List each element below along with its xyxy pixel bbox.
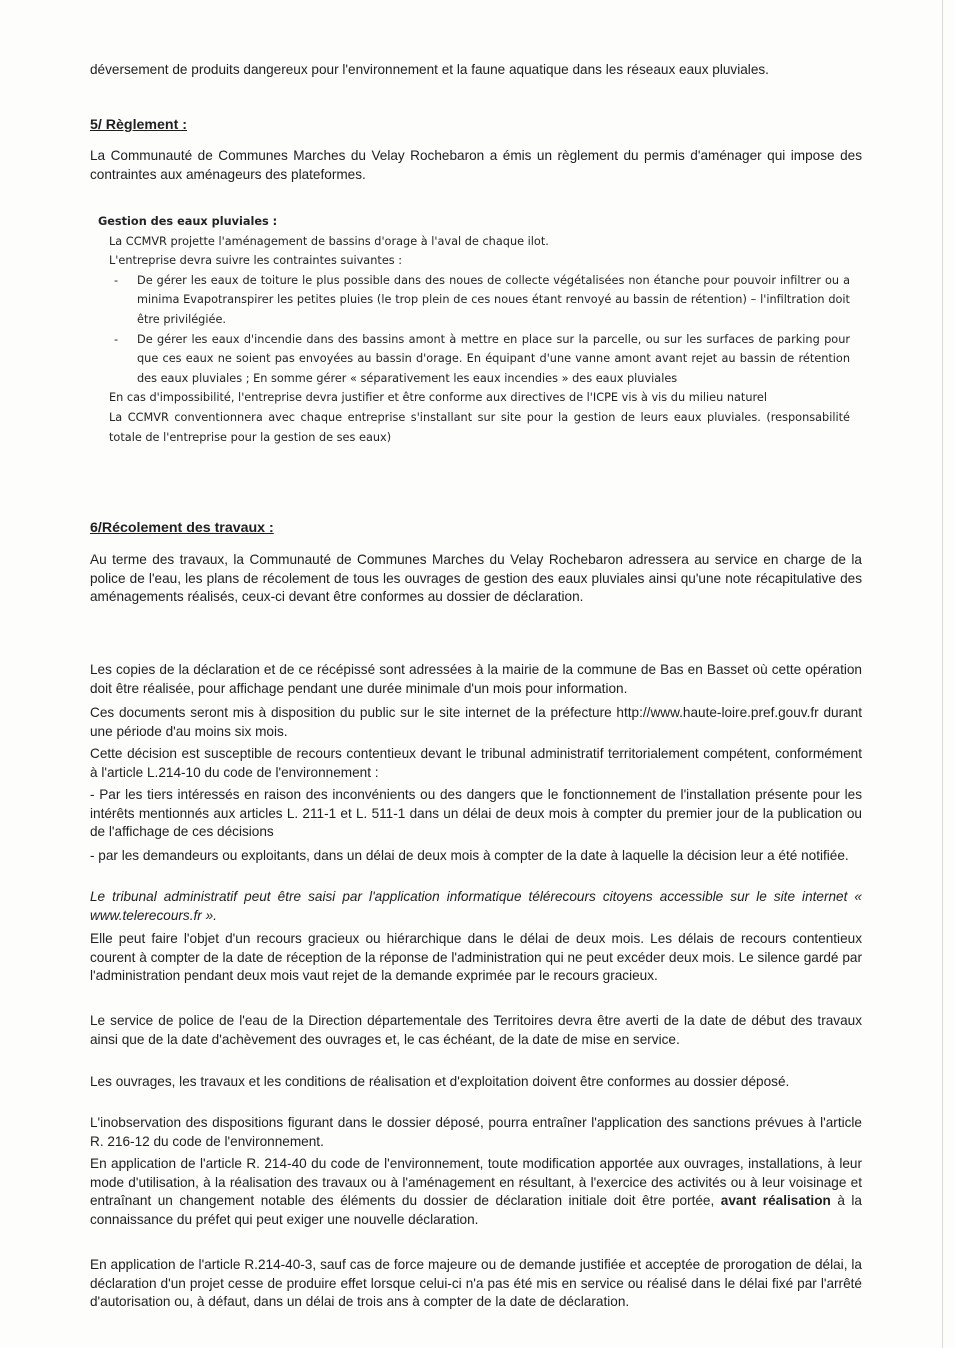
recours-gracieux-paragraph: Elle peut faire l'objet d'un recours gracieux ou hiérarchique dans le délai de deux mois. Les délais de recours contentieux courent à compter de la date de réception de la réponse de l'administration qui ne peut excéder deux mois. Le silence gardé par l'administration pendant deux mois vaut rejet de la demande exprimée par le recours gracieux.: [90, 931, 862, 984]
eaux-pluviales-block: [90, 212, 850, 447]
copies-paragraph: Les copies de la déclaration et de ce récépissé sont adressées à la mairie de la commune de Bas en Basset où cette opération doit être réalisée, pour affichage pendant une durée minimale d'un mois pour information.: [90, 662, 862, 696]
section5-paragraph: La Communauté de Communes Marches du Velay Rochebaron a émis un règlement du permis d'aménager qui impose des contraintes aux aménageurs des plateformes.: [90, 148, 862, 182]
section5-heading: 5/ Règlement :: [90, 117, 187, 133]
ouvrages-paragraph: Les ouvrages, les travaux et les conditions de réalisation et d'exploitation doivent être conformes au dossier déposé.: [90, 1074, 790, 1089]
police-eau-paragraph: Le service de police de l'eau de la Direction départementale des Territoires devra être averti de la date de début des travaux ainsi que de la date d'achèvement des ouvrages et, le cas échéant, de la date de mise en service.: [90, 1013, 862, 1047]
avant-realisation-text: avant réalisation: [720, 1193, 831, 1209]
tiers-paragraph: - Par les tiers intéressés en raison des inconvénients ou des dangers que le fonctionnement de l'installation présente pour les intérêts mentionnés aux articles L. 211-1 et L. 511-1 dans un délai de deux mois à compter du premier jour de la publication ou de l'affichage de ces décisions: [90, 787, 862, 840]
section6-heading: 6/Récolement des travaux :: [90, 520, 274, 536]
intro-paragraph: déversement de produits dangereux pour l'environnement et la faune aquatique dans les réseaux eaux pluviales.: [90, 62, 769, 77]
eaux-pluviales-line: En cas d'impossibilité, l'entreprise devra justifier et être conforme aux directives de l'ICPE vis à vis du milieu naturel: [109, 391, 767, 405]
modification-paragraph: [90, 1155, 862, 1229]
eaux-pluviales-title: Gestion des eaux pluviales :: [98, 215, 278, 228]
contraintes-list: [90, 271, 850, 389]
section6-paragraph: Au terme des travaux, la Communauté de Communes Marches du Velay Rochebaron adressera au service en charge de la police de l'eau, les plans de récolement de tous les ouvrages de gestion des eaux pluviales ainsi qu'une note récapitulative des aménagements réalisés, ceux-ci devant être conformes au dossier de déclaration.: [90, 552, 862, 605]
list-item: - De gérer les eaux d'incendie dans des bassins amont à mettre en place sur la parcelle, ou sur les surfaces de parking pour que ces eaux ne soient pas envoyées au bassin d'orage. En équipant d'une vanne amont avant rejet au bassin de rétention des eaux pluviales ; En somme gérer « séparativement les eaux incendies » des eaux pluviales: [90, 330, 850, 389]
eaux-pluviales-line: La CCMVR projette l'aménagement de bassins d'orage à l'aval de chaque ilot.: [109, 234, 549, 248]
recours-paragraph: Cette décision est susceptible de recours contentieux devant le tribunal administratif territorialement compétent, conformément à l'article L.214-10 du code de l'environnement :: [90, 746, 862, 780]
caducite-paragraph: En application de l'article R.214-40-3, sauf cas de force majeure ou de demande justifiée et acceptée de prorogation de délai, la déclaration d'un projet cesse de produire effet lorsque celui-ci n'a pas été mis en service ou réalisé dans le délai fixé par l'arrêté d'autorisation ou, à défaut, dans un délai de trois ans à compter de la date de déclaration.: [90, 1257, 862, 1310]
list-item: - De gérer les eaux de toiture le plus possible dans des noues de collecte végétalisées non étanche pour pouvoir infiltrer ou a minima Evapotranspirer les petites pluies (le trop plein de ces noues étant renvoyé au bassin de rétention) – l'infiltration doit être privilégiée.: [90, 271, 850, 330]
publication-paragraph: Ces documents seront mis à disposition du public sur le site internet de la préfecture http://www.haute-loire.pref.gouv.fr durant une période d'au moins six mois.: [90, 705, 862, 739]
scan-edge: [942, 0, 943, 1348]
modification-text-end: à la connaissance du préfet qui peut exiger une nouvelle déclaration.: [90, 1193, 862, 1227]
modification-text: En application de l'article R. 214-40 du code de l'environnement, toute modification apportée aux ouvrages, installations, à leur mode d'utilisation, à la réalisation des travaux ou à l'aménagement en résultant, à l'exercice des activités ou à leur voisinage et entraînant un changement notable des éléments du dossier de déclaration initiale doit être portée,: [90, 1156, 862, 1209]
telerecours-paragraph: Le tribunal administratif peut être saisi par l'application informatique télérecours citoyens accessible sur le site internet « www.telerecours.fr ».: [90, 889, 862, 923]
eaux-pluviales-line: La CCMVR conventionnera avec chaque entreprise s'installant sur site pour la gestion de leurs eaux pluviales. (responsabilité totale de l'entreprise pour la gestion de ses eaux): [109, 410, 850, 444]
eaux-pluviales-line: L'entreprise devra suivre les contraintes suivantes :: [109, 254, 403, 268]
demandeurs-paragraph: - par les demandeurs ou exploitants, dans un délai de deux mois à compter de la date à laquelle la décision leur a été notifiée.: [90, 848, 849, 863]
sanctions-paragraph: L'inobservation des dispositions figurant dans le dossier déposé, pourra entraîner l'application des sanctions prévues à l'article R. 216-12 du code de l'environnement.: [90, 1115, 862, 1149]
